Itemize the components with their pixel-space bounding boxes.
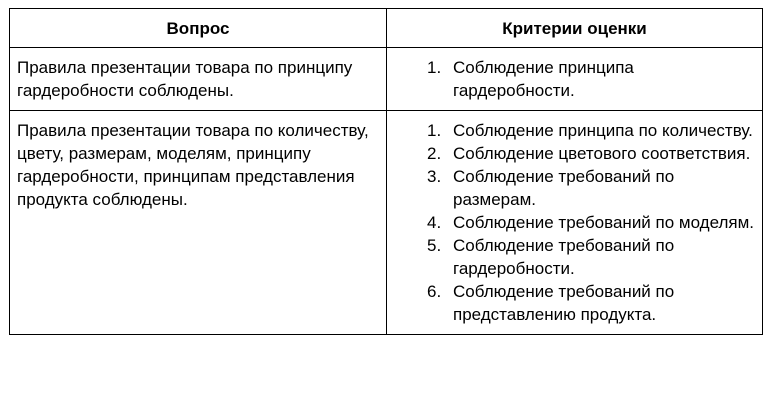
criteria-item-text: Соблюдение принципа гардеробности. [453,58,634,100]
criteria-item-text: Соблюдение принципа по количеству. [453,121,753,140]
question-cell: Правила презентации товара по принципу гардеробности соблюдены. [10,48,387,111]
criteria-item-number: 1. [427,121,442,140]
criteria-item [387,280,756,326]
criteria-item-number: 6. [427,282,442,301]
criteria-cell [387,111,763,335]
criteria-item-text: Соблюдение требований по гардеробности. [453,236,675,278]
criteria-item [387,142,756,165]
criteria-item-number: 4. [427,213,442,232]
criteria-item-number: 5. [427,236,442,255]
criteria-list [387,56,756,102]
table-row [10,111,763,335]
table-row [10,48,763,111]
header-criteria: Критерии оценки [387,9,763,48]
criteria-table [9,8,763,335]
header-question: Вопрос [10,9,387,48]
criteria-cell [387,48,763,111]
criteria-item-number: 3. [427,167,442,186]
criteria-item [387,56,756,102]
criteria-item-text: Соблюдение требований по представлению продукта. [453,282,675,324]
question-cell: Правила презентации товара по количеству, цвету, размерам, моделям, принципу гардеробности, принципам представления продукта соблюдены. [10,111,387,335]
criteria-list [387,119,756,326]
criteria-item-text: Соблюдение требований по моделям. [453,213,755,232]
criteria-item-number: 1. [427,58,442,77]
criteria-item [387,211,756,234]
table-header-row [10,9,763,48]
criteria-item [387,234,756,280]
criteria-item-text: Соблюдение цветового соответствия. [453,144,751,163]
criteria-item-text: Соблюдение требований по размерам. [453,167,675,209]
criteria-item [387,119,756,142]
criteria-item-number: 2. [427,144,442,163]
criteria-item [387,165,756,211]
